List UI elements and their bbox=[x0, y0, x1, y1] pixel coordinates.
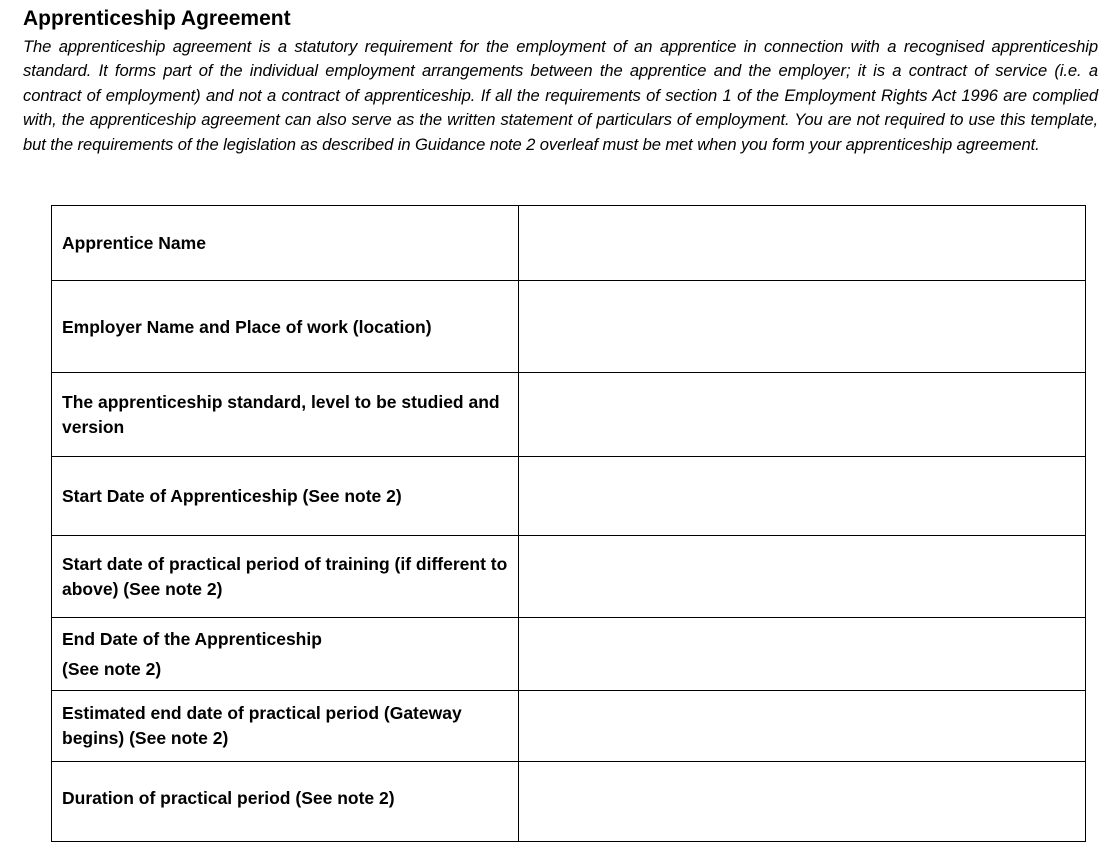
form-row-practical-end-date bbox=[52, 691, 1086, 762]
employer-name-field[interactable] bbox=[519, 281, 1086, 373]
apprentice-name-label: Apprentice Name bbox=[52, 206, 519, 281]
end-date-label-cell bbox=[52, 618, 519, 691]
employer-name-label: Employer Name and Place of work (location) bbox=[52, 281, 519, 373]
practical-start-date-field[interactable] bbox=[519, 536, 1086, 618]
practical-start-date-label: Start date of practical period of training (if different to above) (See note 2) bbox=[52, 536, 519, 618]
apprenticeship-standard-label: The apprenticeship standard, level to be studied and version bbox=[52, 373, 519, 457]
form-row-start-date bbox=[52, 457, 1086, 536]
start-date-label: Start Date of Apprenticeship (See note 2) bbox=[52, 457, 519, 536]
apprenticeship-standard-field[interactable] bbox=[519, 373, 1086, 457]
document-title: Apprenticeship Agreement bbox=[23, 7, 291, 30]
practical-end-date-field[interactable] bbox=[519, 691, 1086, 762]
end-date-label-line1: End Date of the Apprenticeship bbox=[62, 628, 322, 649]
form-row-end-date bbox=[52, 618, 1086, 691]
practical-duration-label: Duration of practical period (See note 2) bbox=[52, 762, 519, 842]
form-row-practical-start-date bbox=[52, 536, 1086, 618]
end-date-label-line2: (See note 2) bbox=[62, 658, 162, 679]
end-date-field[interactable] bbox=[519, 618, 1086, 691]
practical-end-date-label: Estimated end date of practical period (Gateway begins) (See note 2) bbox=[52, 691, 519, 762]
practical-duration-field[interactable] bbox=[519, 762, 1086, 842]
apprentice-name-field[interactable] bbox=[519, 206, 1086, 281]
form-row-apprenticeship-standard bbox=[52, 373, 1086, 457]
form-row-apprentice-name bbox=[52, 206, 1086, 281]
form-row-practical-duration bbox=[52, 762, 1086, 842]
intro-paragraph: The apprenticeship agreement is a statutory requirement for the employment of an apprentice in connection with a recognised apprenticeship standard. It forms part of the individual employment arrangements between the apprentice and the employer; it is a contract of service (i.e. a contract of employment) and not a contract of apprenticeship. If all the requirements of section 1 of the Employment Rights Act 1996 are complied with, the apprenticeship agreement can also serve as the written statement of particulars of employment. You are not required to use this template, but the requirements of the legislation as described in Guidance note 2 overleaf must be met when you form your apprenticeship agreement. bbox=[23, 37, 1098, 154]
form-row-employer-name bbox=[52, 281, 1086, 373]
agreement-form-table bbox=[51, 205, 1086, 842]
start-date-field[interactable] bbox=[519, 457, 1086, 536]
